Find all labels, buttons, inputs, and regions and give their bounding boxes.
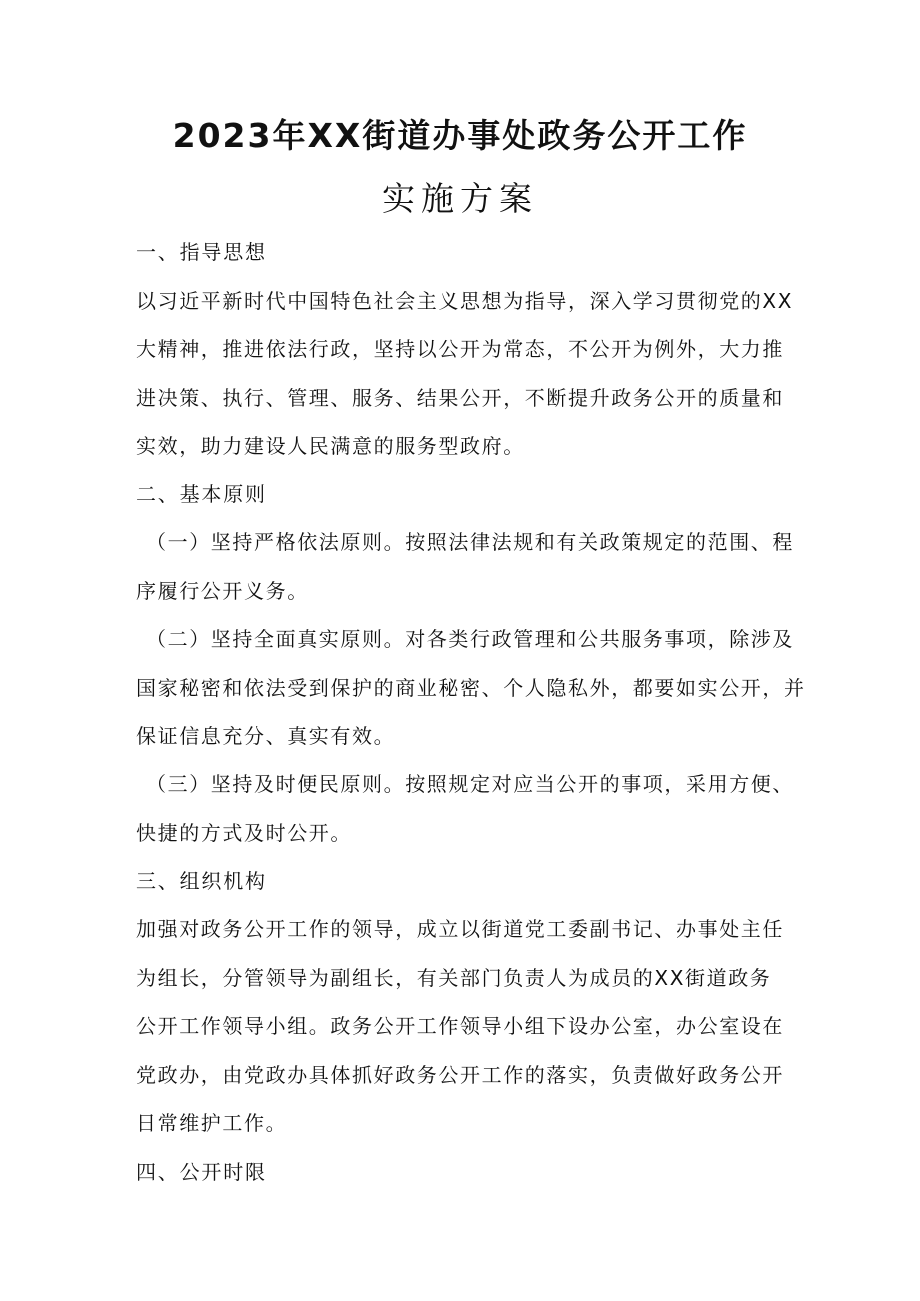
paragraph-line: （一）坚持严格依法原则。按照法律法规和有关政策规定的范围、程 [146, 530, 794, 554]
paragraph-line: （三）坚持及时便民原则。按照规定对应当公开的事项，采用方便、 [146, 772, 794, 796]
paragraph-line: 国家秘密和依法受到保护的商业秘密、个人隐私外，都要如实公开，并 [136, 676, 806, 700]
document-title: 2023年XX街道办事处政务公开工作 [172, 116, 748, 155]
paragraph-line: 保证信息充分、真实有效。 [136, 724, 396, 748]
paragraph-line: 党政办，由党政办具体抓好政务公开工作的落实，负责做好政务公开 [136, 1063, 784, 1087]
paragraph-line: 以习近平新时代中国特色社会主义思想为指导，深入学习贯彻党的XX [136, 289, 794, 313]
paragraph-line: 大精神，推进依法行政，坚持以公开为常态，不公开为例外，大力推 [136, 337, 784, 361]
paragraph-line: 进决策、执行、管理、服务、结果公开，不断提升政务公开的质量和 [136, 386, 784, 410]
paragraph-line: 快捷的方式及时公开。 [136, 821, 352, 845]
section-heading-organization: 三、组织机构 [136, 869, 267, 893]
paragraph-line: 日常维护工作。 [136, 1111, 288, 1135]
document-subtitle: 实施方案 [382, 179, 538, 218]
section-heading-disclosure-time-limit: 四、公开时限 [136, 1160, 267, 1184]
paragraph-line: 实效，助力建设人民满意的服务型政府。 [136, 434, 525, 458]
section-heading-guiding-ideology: 一、指导思想 [136, 240, 267, 264]
paragraph-line: （二）坚持全面真实原则。对各类行政管理和公共服务事项，除涉及 [146, 627, 794, 651]
paragraph-line: 为组长，分管领导为副组长，有关部门负责人为成员的XX街道政务 [136, 966, 772, 990]
paragraph-line: 公开工作领导小组。政务公开工作领导小组下设办公室，办公室设在 [136, 1014, 784, 1038]
paragraph-line: 加强对政务公开工作的领导，成立以街道党工委副书记、办事处主任 [136, 917, 784, 941]
paragraph-line: 序履行公开义务。 [136, 579, 309, 603]
section-heading-basic-principles: 二、基本原则 [136, 482, 267, 506]
